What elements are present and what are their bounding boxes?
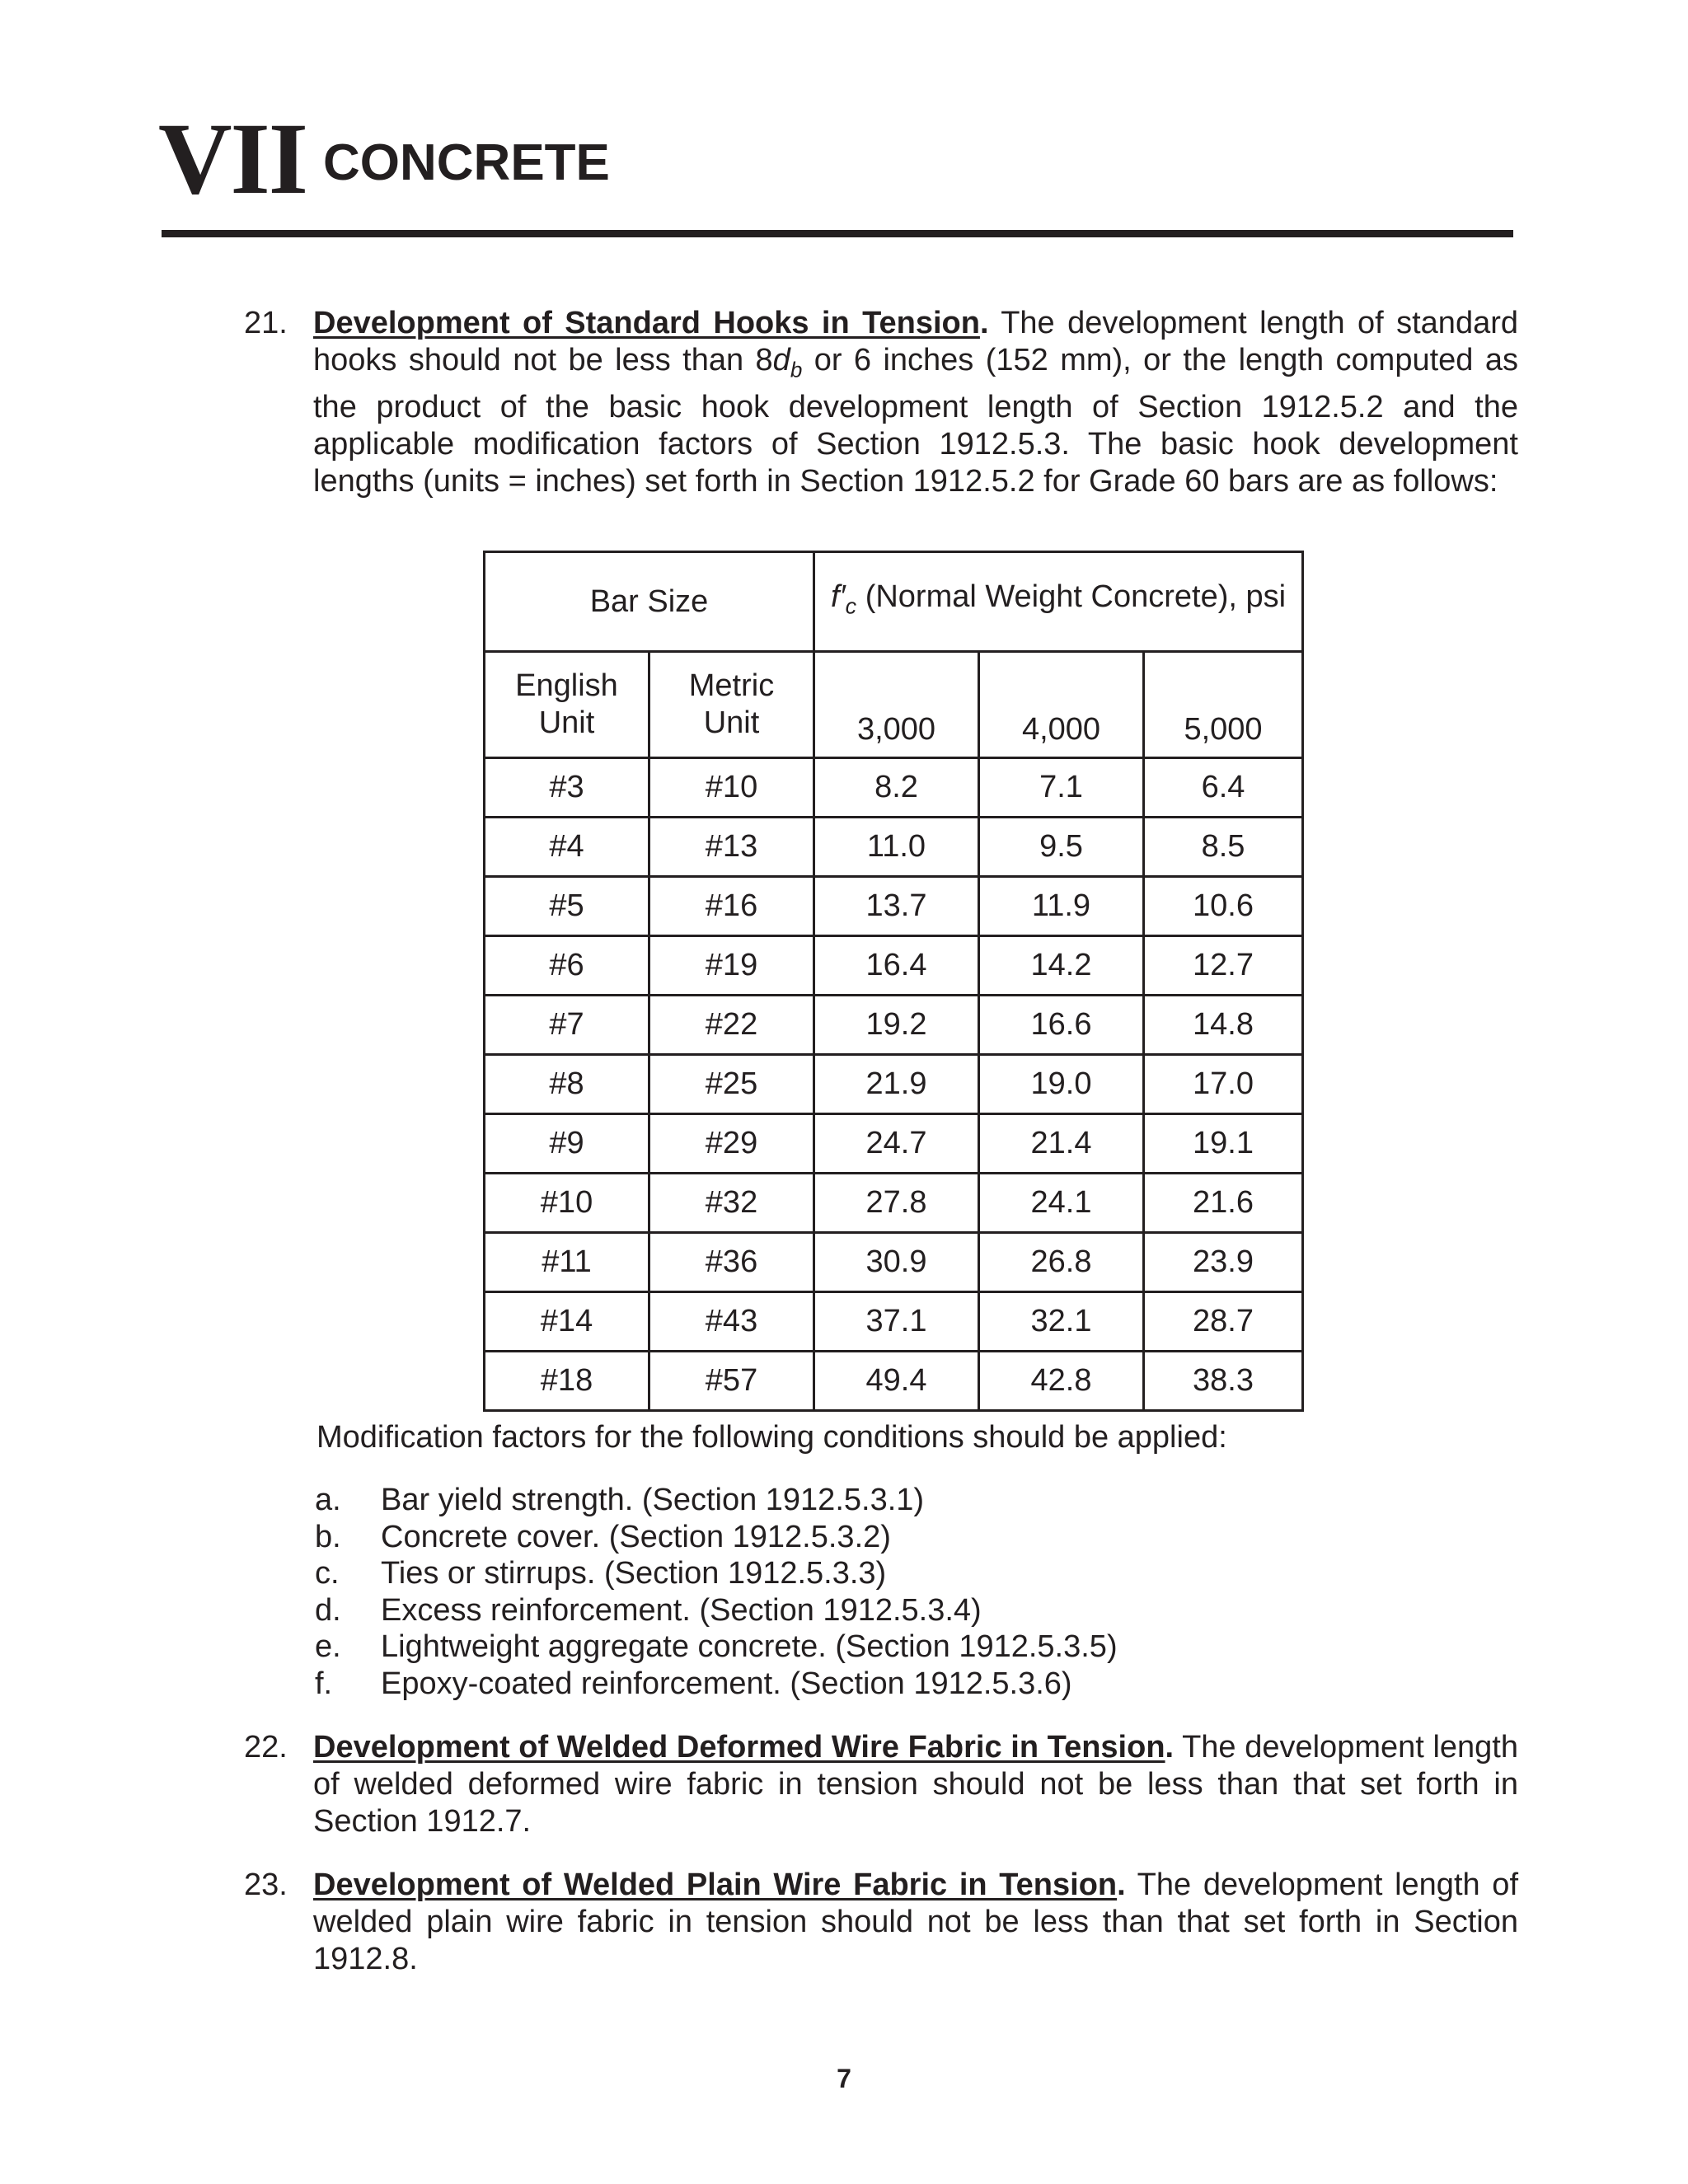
table-cell: #22 [649, 996, 814, 1055]
table-cell: #7 [485, 996, 649, 1055]
table-row [485, 1352, 1303, 1411]
table-cell: #11 [485, 1233, 649, 1292]
table-cell: 16.6 [979, 996, 1144, 1055]
table-row [485, 1174, 1303, 1233]
table-cell: #9 [485, 1114, 649, 1174]
page-number: 7 [837, 2064, 851, 2093]
list-text: Bar yield strength. (Section 1912.5.3.1) [381, 1483, 925, 1517]
table-cell: #29 [649, 1114, 814, 1174]
table-cell: 8.5 [1144, 818, 1303, 877]
table-cell: 38.3 [1144, 1352, 1303, 1411]
item-23-heading-end: . [1117, 1868, 1126, 1902]
fc-label: (Normal Weight Concrete), psi [856, 579, 1287, 614]
table-cell: #19 [649, 936, 814, 996]
table-cell: 49.4 [814, 1352, 979, 1411]
item-21-paragraph [313, 305, 1518, 500]
item-21-heading: Development of Standard Hooks in Tension [313, 306, 980, 340]
table-cell: #4 [485, 818, 649, 877]
table-row [485, 1292, 1303, 1352]
table-row [485, 1114, 1303, 1174]
item-23-paragraph [313, 1867, 1518, 1978]
item-21-text-b: or 6 inches (152 mm), or the length computed as the product of the basic hook development length of Section 1912.5.2 and the applicable modification factors of Section 1912.5.3. The basic hook development lengths (units = inches) set forth in Section 1912.5.2 for Grade 60 bars are as follows: [313, 343, 1518, 499]
item-22-text: The development length of welded deformed wire fabric in tension should not be less than that set forth in Section 1912.7. [313, 1730, 1518, 1839]
fc-header [814, 552, 1303, 652]
table-cell: 26.8 [979, 1233, 1144, 1292]
table-cell: 32.1 [979, 1292, 1144, 1352]
table-subheader-row [485, 652, 1303, 758]
table-cell: #8 [485, 1055, 649, 1114]
table-row [485, 936, 1303, 996]
strength-3000-header: 3,000 [814, 652, 979, 758]
table-cell: #43 [649, 1292, 814, 1352]
list-letter: e. [315, 1629, 341, 1664]
table-row [485, 758, 1303, 818]
item-23-number: 23. [244, 1868, 288, 1902]
table-cell: 42.8 [979, 1352, 1144, 1411]
english-unit-line2: Unit [538, 705, 595, 740]
english-unit-line1: English [515, 668, 618, 703]
table-cell: #18 [485, 1352, 649, 1411]
table-cell: 19.0 [979, 1055, 1144, 1114]
table-header-row [485, 552, 1303, 652]
strength-5000-header: 5,000 [1144, 652, 1303, 758]
table-cell: 14.2 [979, 936, 1144, 996]
table-cell: 24.1 [979, 1174, 1144, 1233]
table-row [485, 877, 1303, 936]
item-22-heading-end: . [1165, 1730, 1175, 1765]
table-cell: 12.7 [1144, 936, 1303, 996]
list-letter: a. [315, 1483, 341, 1517]
list-letter: f. [315, 1666, 333, 1701]
table-cell: 7.1 [979, 758, 1144, 818]
list-letter: c. [315, 1556, 340, 1591]
item-21-number: 21. [244, 306, 288, 340]
table-cell: #36 [649, 1233, 814, 1292]
table-cell: #5 [485, 877, 649, 936]
table-cell: 9.5 [979, 818, 1144, 877]
table-cell: 16.4 [814, 936, 979, 996]
table-row [485, 1233, 1303, 1292]
bar-size-header: Bar Size [485, 552, 814, 652]
table-cell: #14 [485, 1292, 649, 1352]
modification-intro: Modification factors for the following conditions should be applied: [316, 1420, 1227, 1455]
table-row [485, 818, 1303, 877]
table-cell: 24.7 [814, 1114, 979, 1174]
list-text: Excess reinforcement. (Section 1912.5.3.4) [381, 1592, 982, 1628]
table-cell: 21.6 [1144, 1174, 1303, 1233]
table-cell: 27.8 [814, 1174, 979, 1233]
table-cell: 8.2 [814, 758, 979, 818]
table-cell: 28.7 [1144, 1292, 1303, 1352]
table-cell: 30.9 [814, 1233, 979, 1292]
table-row [485, 996, 1303, 1055]
list-text: Ties or stirrups. (Section 1912.5.3.3) [381, 1556, 887, 1591]
item-22-heading: Development of Welded Deformed Wire Fabric in Tension [313, 1730, 1165, 1765]
table-cell: 14.8 [1144, 996, 1303, 1055]
chapter-title: CONCRETE [323, 134, 610, 191]
table-cell: 19.2 [814, 996, 979, 1055]
chapter-number: VII [158, 102, 307, 215]
table-cell: 13.7 [814, 877, 979, 936]
table-cell: #25 [649, 1055, 814, 1114]
strength-4000-header: 4,000 [979, 652, 1144, 758]
table-cell: #3 [485, 758, 649, 818]
list-letter: d. [315, 1592, 341, 1628]
table-cell: #32 [649, 1174, 814, 1233]
table-cell: 17.0 [1144, 1055, 1303, 1114]
item-22-number: 22. [244, 1730, 288, 1765]
item-23-heading: Development of Welded Plain Wire Fabric in Tension [313, 1868, 1118, 1902]
table-cell: #6 [485, 936, 649, 996]
table-cell: #16 [649, 877, 814, 936]
table-cell: #10 [485, 1174, 649, 1233]
english-unit-header [485, 652, 649, 758]
header-rule [162, 230, 1513, 237]
db-symbol: d [772, 343, 790, 377]
fc-symbol: f′ [830, 579, 846, 614]
table-cell: 11.9 [979, 877, 1144, 936]
table-cell: #13 [649, 818, 814, 877]
table-cell: 11.0 [814, 818, 979, 877]
table-cell: 37.1 [814, 1292, 979, 1352]
metric-unit-header [649, 652, 814, 758]
fc-subscript: c [845, 593, 857, 619]
metric-unit-line2: Unit [703, 705, 760, 740]
list-text: Concrete cover. (Section 1912.5.3.2) [381, 1519, 891, 1554]
table-cell: 23.9 [1144, 1233, 1303, 1292]
list-text: Lightweight aggregate concrete. (Section 1912.5.3.5) [381, 1629, 1118, 1664]
item-21-text-a: The development length of standard hooks should not be less than 8 [313, 306, 1518, 377]
table-cell: 6.4 [1144, 758, 1303, 818]
item-21-heading-end: . [979, 306, 989, 340]
list-text: Epoxy-coated reinforcement. (Section 1912.5.3.6) [381, 1666, 1072, 1701]
hook-length-table [483, 551, 1304, 1412]
db-subscript: b [790, 357, 803, 382]
table-row [485, 1055, 1303, 1114]
table-cell: 21.4 [979, 1114, 1144, 1174]
item-23-text: The development length of welded plain wire fabric in tension should not be less than that set forth in Section 1912.8. [313, 1868, 1518, 1976]
table-cell: #10 [649, 758, 814, 818]
table-cell: 19.1 [1144, 1114, 1303, 1174]
list-letter: b. [315, 1519, 341, 1554]
table-cell: 21.9 [814, 1055, 979, 1114]
item-22-paragraph [313, 1729, 1518, 1840]
metric-unit-line1: Metric [688, 668, 775, 703]
table-cell: 10.6 [1144, 877, 1303, 936]
table-cell: #57 [649, 1352, 814, 1411]
